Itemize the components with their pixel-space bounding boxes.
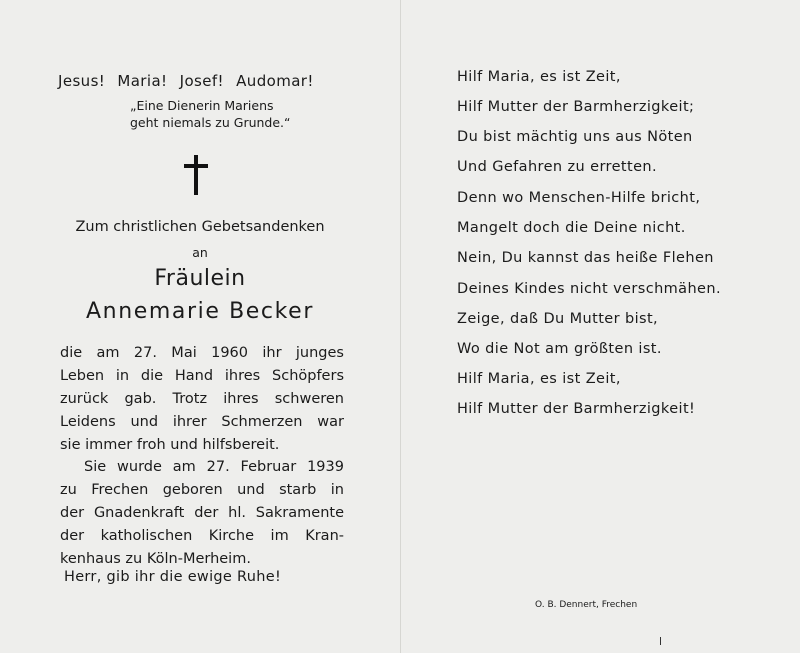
poem-line: Hilf Mutter der Barmherzigkeit;: [457, 99, 695, 115]
paragraph1-line: die am 27. Mai 1960 ihr junges: [60, 345, 344, 361]
deceased-name: Annemarie Becker: [86, 299, 314, 324]
invocation-audomar: Audomar!: [236, 72, 314, 90]
paragraph2-line: zu Frechen geboren und starb in: [60, 482, 344, 498]
invocation-header: [58, 72, 358, 90]
paragraph1-line: Leben in die Hand ihres Schöpfers: [60, 368, 344, 384]
poem-line: Du bist mächtig uns aus Nöten: [457, 129, 693, 145]
paragraph2-line: der Gnadenkraft der hl. Sakramente: [60, 505, 344, 521]
poem-line: Denn wo Menschen-Hilfe bricht,: [457, 190, 701, 206]
paragraph1-line: Leidens und ihrer Schmerzen war: [60, 414, 344, 430]
paragraph1-line: zurück gab. Trotz ihres schweren: [60, 391, 344, 407]
poem-line: Und Gefahren zu erretten.: [457, 159, 658, 175]
birth-paragraph: [60, 456, 344, 571]
poem-line: Zeige, daß Du Mutter bist,: [457, 311, 659, 327]
invocation-josef: Josef!: [179, 72, 224, 90]
center-fold: [400, 0, 401, 653]
poem-line: Hilf Maria, es ist Zeit,: [457, 371, 621, 387]
poem-line: Deines Kindes nicht verschmähen.: [457, 281, 721, 297]
remembrance-intro: Zum christlichen Gebetsandenken: [75, 219, 325, 235]
poem-line: Hilf Mutter der Barmherzigkeit!: [457, 401, 696, 417]
poem-line: Hilf Maria, es ist Zeit,: [457, 69, 621, 85]
paragraph2-line: der katholischen Kirche im Kran-: [60, 528, 344, 544]
poem-line: Mangelt doch die Deine nicht.: [457, 220, 686, 236]
invocation-jesus: Jesus!: [58, 72, 106, 90]
motto-quote: [130, 97, 350, 131]
paper-mark: [660, 637, 661, 645]
paragraph2-line: kenhaus zu Köln-Merheim.: [60, 551, 251, 567]
paragraph1-line: sie immer froh und hilfsbereit.: [60, 437, 280, 453]
deceased-title: Fräulein: [154, 266, 246, 291]
closing-prayer: Herr, gib ihr die ewige Ruhe!: [64, 569, 282, 585]
poem-line: Nein, Du kannst das heiße Flehen: [457, 250, 714, 266]
motto-line-2: geht niemals zu Grunde.“: [130, 115, 291, 130]
motto-line-1: „Eine Dienerin Mariens: [130, 98, 274, 113]
paragraph2-line: Sie wurde am 27. Februar 1939: [84, 459, 344, 475]
invocation-maria: Maria!: [117, 72, 168, 90]
poem-line: Wo die Not am größten ist.: [457, 341, 662, 357]
cross-icon: [184, 155, 208, 195]
printer-credit: O. B. Dennert, Frechen: [535, 600, 638, 610]
remembrance-an: an: [192, 245, 208, 260]
death-paragraph: [60, 342, 344, 457]
